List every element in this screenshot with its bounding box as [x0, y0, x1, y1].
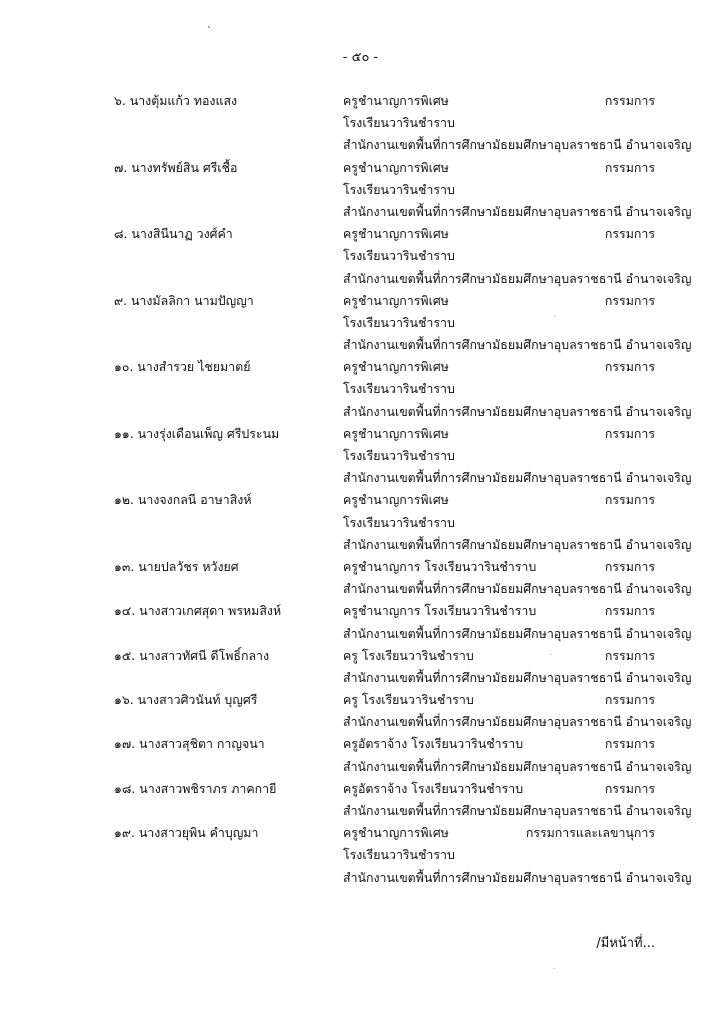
committee-entry: [0, 689, 721, 733]
entry-sub-line: [0, 112, 721, 134]
agency-line: สำนักงานเขตพื้นที่การศึกษามัธยมศึกษาอุบลราชธานี อำนาจเจริญ: [343, 714, 692, 730]
entry-main-line: [0, 556, 721, 578]
agency-line: สำนักงานเขตพื้นที่การศึกษามัธยมศึกษาอุบลราชธานี อำนาจเจริญ: [343, 203, 692, 219]
member-role: กรรมการ: [604, 647, 655, 663]
member-role: กรรมการ: [604, 692, 655, 708]
agency-line: สำนักงานเขตพื้นที่การศึกษามัธยมศึกษาอุบลราชธานี อำนาจเจริญ: [343, 470, 692, 486]
entry-sub-line: [0, 179, 721, 201]
member-name: ๑๐. นางสำรวย ไชยมาตย์: [114, 359, 251, 375]
agency-line: สำนักงานเขตพื้นที่การศึกษามัธยมศึกษาอุบลราชธานี อำนาจเจริญ: [343, 758, 692, 774]
agency-line: สำนักงานเขตพื้นที่การศึกษามัธยมศึกษาอุบลราชธานี อำนาจเจริญ: [343, 625, 692, 641]
entry-sub-line: [0, 445, 721, 467]
entry-sub-line: [0, 667, 721, 689]
committee-entry: [0, 778, 721, 822]
member-name: ๑๕. นางสาวทัศนี ดีโพธิ์กลาง: [114, 647, 270, 663]
entry-main-line: [0, 778, 721, 800]
committee-entry: [0, 157, 721, 224]
member-position: ครู โรงเรียนวารินชำราบ: [343, 692, 474, 708]
committee-entry: [0, 822, 721, 889]
entry-sub-line: [0, 334, 721, 356]
member-name: ๑๓. นายปลวัชร หวังยศ: [114, 558, 239, 574]
member-role: กรรมการ: [604, 736, 655, 752]
member-position: ครูชำนาญการพิเศษ: [343, 492, 449, 508]
member-name: ๗. นางทรัพย์สิน ศรีเชื้อ: [114, 159, 238, 175]
committee-entry: [0, 223, 721, 290]
entry-sub-line: [0, 711, 721, 733]
entry-sub-line: [0, 756, 721, 778]
entry-sub-line: [0, 844, 721, 866]
stray-mark: `: [207, 26, 212, 37]
entry-sub-line: [0, 578, 721, 600]
member-role: กรรมการ: [604, 603, 655, 619]
member-name: ๑๗. นางสาวสุชิตา กาญจนา: [114, 736, 265, 752]
school-line: โรงเรียนวารินชำราบ: [343, 181, 455, 197]
school-line: โรงเรียนวารินชำราบ: [343, 448, 455, 463]
entry-main-line: [0, 489, 721, 511]
agency-line: สำนักงานเขตพื้นที่การศึกษามัธยมศึกษาอุบลราชธานี อำนาจเจริญ: [343, 137, 692, 153]
page-number: - ๕๐ -: [342, 50, 379, 65]
member-role: กรรมการ: [604, 558, 655, 574]
entry-main-line: [0, 423, 721, 445]
scan-speck: ·: [550, 652, 552, 659]
agency-line: สำนักงานเขตพื้นที่การศึกษามัธยมศึกษาอุบลราชธานี อำนาจเจริญ: [343, 803, 692, 818]
member-position: ครูชำนาญการพิเศษ: [343, 825, 449, 841]
member-role: กรรมการ: [604, 292, 655, 308]
member-name: ๑๖. นางสาวศิวนันท์ บุญศรี: [114, 692, 258, 708]
member-position: ครูชำนาญการพิเศษ: [343, 359, 449, 375]
school-line: โรงเรียนวารินชำราบ: [343, 115, 455, 131]
entry-sub-line: [0, 201, 721, 223]
entry-main-line: [0, 689, 721, 711]
scan-speck: ·: [553, 966, 555, 973]
member-name: ๖. นางตุ้มแก้ว ทองแสง: [114, 93, 238, 108]
committee-entry: [0, 356, 721, 423]
member-position: ครูชำนาญการพิเศษ: [343, 292, 449, 308]
entry-main-line: [0, 90, 721, 112]
member-role: กรรมการ: [604, 425, 655, 441]
committee-entry: [0, 556, 721, 600]
member-role: กรรมการ: [604, 359, 655, 375]
member-role: กรรมการ: [604, 159, 655, 175]
member-name: ๑๑. นางรุ่งเดือนเพ็ญ ศรีประนม: [114, 425, 280, 441]
member-name: ๑๔. นางสาวเกศสุดา พรหมสิงห์: [114, 603, 282, 619]
entry-sub-line: [0, 378, 721, 400]
entry-sub-line: [0, 245, 721, 267]
entry-sub-line: [0, 867, 721, 889]
entry-sub-line: [0, 512, 721, 534]
scan-speck: ·: [554, 314, 556, 321]
member-role: กรรมการ: [604, 492, 655, 508]
member-name: ๑๒. นางจงกลนี อาษาสิงห์: [114, 492, 252, 508]
entry-sub-line: [0, 534, 721, 556]
member-position: ครูอัตราจ้าง โรงเรียนวารินชำราบ: [343, 780, 524, 796]
entry-main-line: [0, 645, 721, 667]
member-position: ครูชำนาญการ โรงเรียนวารินชำราบ: [343, 558, 537, 574]
member-name: ๑๘. นางสาวพชิราภร ภาคกายี: [114, 780, 277, 796]
agency-line: สำนักงานเขตพื้นที่การศึกษามัธยมศึกษาอุบลราชธานี อำนาจเจริญ: [343, 869, 692, 885]
committee-entry: [0, 290, 721, 357]
entry-main-line: [0, 733, 721, 755]
member-role: กรรมการ: [604, 780, 655, 796]
agency-line: สำนักงานเขตพื้นที่การศึกษามัธยมศึกษาอุบลราชธานี อำนาจเจริญ: [343, 536, 692, 552]
school-line: โรงเรียนวารินชำราบ: [343, 514, 455, 530]
committee-entry: [0, 90, 721, 157]
member-role: กรรมการ: [604, 226, 655, 242]
committee-entry: [0, 600, 721, 644]
agency-line: สำนักงานเขตพื้นที่การศึกษามัธยมศึกษาอุบลราชธานี อำนาจเจริญ: [343, 669, 692, 685]
agency-line: สำนักงานเขตพื้นที่การศึกษามัธยมศึกษาอุบลราชธานี อำนาจเจริญ: [343, 270, 692, 286]
member-name: ๙. นางมัลลิกา นามปัญญา: [114, 292, 254, 308]
member-position: ครูอัตราจ้าง โรงเรียนวารินชำราบ: [343, 736, 524, 752]
entry-main-line: [0, 822, 721, 844]
entry-main-line: [0, 157, 721, 179]
member-name: ๑๙. นางสาวยุพิน คำบุญมา: [114, 825, 259, 841]
agency-line: สำนักงานเขตพื้นที่การศึกษามัธยมศึกษาอุบลราชธานี อำนาจเจริญ: [343, 581, 692, 597]
school-line: โรงเรียนวารินชำราบ: [343, 847, 455, 863]
entry-sub-line: [0, 467, 721, 489]
entry-sub-line: [0, 800, 721, 822]
committee-entry: [0, 489, 721, 556]
committee-list: [0, 90, 721, 889]
member-position: ครูชำนาญการพิเศษ: [343, 93, 449, 108]
member-position: ครูชำนาญการ โรงเรียนวารินชำราบ: [343, 603, 537, 619]
school-line: โรงเรียนวารินชำราบ: [343, 248, 455, 264]
entry-sub-line: [0, 623, 721, 645]
entry-main-line: [0, 600, 721, 622]
school-line: โรงเรียนวารินชำราบ: [343, 314, 455, 330]
member-role: กรรมการและเลขานุการ: [525, 825, 655, 841]
member-position: ครูชำนาญการพิเศษ: [343, 226, 449, 242]
committee-entry: [0, 733, 721, 777]
agency-line: สำนักงานเขตพื้นที่การศึกษามัธยมศึกษาอุบลราชธานี อำนาจเจริญ: [343, 337, 692, 353]
entry-main-line: [0, 290, 721, 312]
entry-sub-line: [0, 134, 721, 156]
entry-sub-line: [0, 401, 721, 423]
member-name: ๘. นางสินีนาฏ วงศ์คำ: [114, 226, 233, 242]
entry-main-line: [0, 223, 721, 245]
continuation-note: /มีหน้าที่...: [596, 936, 655, 951]
member-role: กรรมการ: [604, 93, 655, 108]
entry-main-line: [0, 356, 721, 378]
committee-entry: [0, 423, 721, 490]
agency-line: สำนักงานเขตพื้นที่การศึกษามัธยมศึกษาอุบลราชธานี อำนาจเจริญ: [343, 403, 692, 419]
member-position: ครู โรงเรียนวารินชำราบ: [343, 647, 474, 663]
member-position: ครูชำนาญการพิเศษ: [343, 159, 449, 175]
school-line: โรงเรียนวารินชำราบ: [343, 381, 455, 397]
entry-sub-line: [0, 268, 721, 290]
committee-entry: [0, 645, 721, 689]
entry-sub-line: [0, 312, 721, 334]
member-position: ครูชำนาญการพิเศษ: [343, 425, 449, 441]
